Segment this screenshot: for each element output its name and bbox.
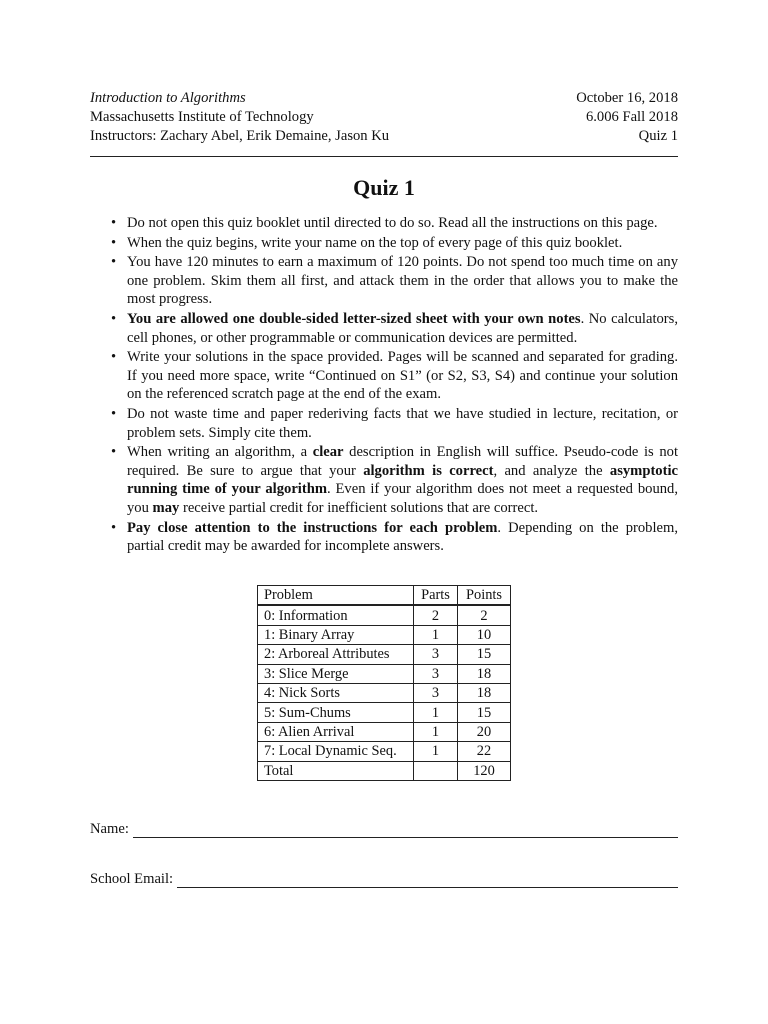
table-row: 2: Arboreal Attributes 3 15 (258, 645, 511, 664)
header-divider (90, 156, 678, 157)
school-email-label: School Email: (90, 871, 174, 887)
header-points: Points (458, 586, 511, 606)
instruction-item: • Do not open this quiz booklet until directed to do so. Read all the instructions on this page. (109, 214, 678, 233)
instructions-list (109, 214, 678, 557)
quiz-number: Quiz 1 (638, 128, 678, 144)
table-row: 7: Local Dynamic Seq. 1 22 (258, 742, 511, 761)
table-row: 4: Nick Sorts 3 18 (258, 683, 511, 702)
table-header-row (258, 586, 511, 606)
header-row-3 (90, 127, 678, 146)
institution: Massachusetts Institute of Technology (90, 109, 314, 125)
page-title: Quiz 1 (353, 175, 415, 200)
header-row-1 (90, 89, 678, 108)
table-row: 6: Alien Arrival 1 20 (258, 722, 511, 741)
score-table (257, 585, 511, 781)
instruction-item: • Pay close attention to the instructions for each problem. Depending on the problem, partial credit may be awarded for incomplete answers. (109, 519, 678, 556)
header-problem: Problem (258, 586, 414, 606)
table-row: 3: Slice Merge 3 18 (258, 664, 511, 683)
school-email-field[interactable] (90, 871, 678, 888)
school-email-blank-line[interactable] (177, 873, 678, 888)
table-row: 1: Binary Array 1 10 (258, 625, 511, 644)
instruction-item: • When writing an algorithm, a clear description in English will suffice. Pseudo-code is not required. Be sure to argue that your algorithm is correct, and analyze the asymptotic running time of your algorithm. Even if your algorithm does not meet a requested bound, you may receive partial credit for inefficient solutions that are correct. (109, 443, 678, 517)
header-parts: Parts (414, 586, 458, 606)
instruction-item: • When the quiz begins, write your name on the top of every page of this quiz booklet. (109, 234, 678, 253)
instruction-item: • You have 120 minutes to earn a maximum of 120 points. Do not spend too much time on any one problem. Skim them all first, and attack them in the order that allows you to make the most progress. (109, 253, 678, 309)
instruction-item: • Write your solutions in the space provided. Pages will be scanned and separated for grading. If you need more space, write “Continued on S1” (or S2, S3, S4) and continue your solution on the referenced scratch page at the end of the exam. (109, 348, 678, 404)
document-header (90, 89, 678, 146)
header-row-2 (90, 108, 678, 127)
name-blank-line[interactable] (133, 823, 678, 838)
table-row: 0: Information 2 2 (258, 605, 511, 625)
instruction-item: • Do not waste time and paper rederiving facts that we have studied in lecture, recitation, or problem sets. Simply cite them. (109, 405, 678, 442)
course-term: 6.006 Fall 2018 (585, 109, 678, 125)
instructors: Instructors: Zachary Abel, Erik Demaine, Jason Ku (90, 128, 390, 144)
course-title: Introduction to Algorithms (90, 90, 246, 106)
table-row: 5: Sum-Chums 1 15 (258, 703, 511, 722)
table-total-row: Total 120 (258, 761, 511, 780)
instruction-item: • You are allowed one double-sided letter-sized sheet with your own notes. No calculators, cell phones, or other programmable or communication devices are permitted. (109, 310, 678, 347)
quiz-date: October 16, 2018 (576, 90, 678, 106)
name-label: Name: (90, 821, 129, 837)
name-field[interactable] (90, 821, 678, 838)
